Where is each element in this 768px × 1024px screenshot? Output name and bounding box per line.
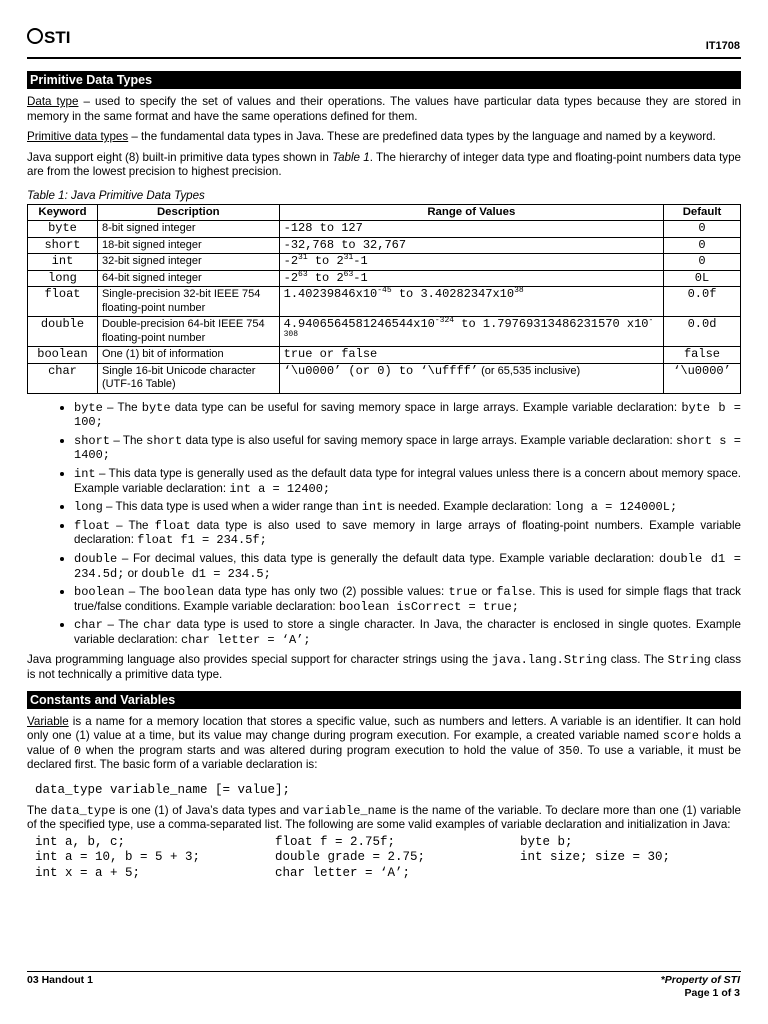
declaration-syntax: data_type variable_name [= value]; [35,783,291,798]
list-item [74,400,741,430]
text: holds a value of [27,729,742,757]
range-part: 1.40239846x10 [283,287,378,302]
text: is one (1) of Java’s data types and [115,803,303,817]
range-part: to 3.40282347x10 [391,287,515,302]
logo-text: STI [44,28,71,47]
table-row [28,270,741,287]
course-code: IT1708 [705,40,740,52]
handout-label: 03 Handout 1 [27,974,93,986]
value: 350 [558,743,580,758]
code-example: short s = 1400; [74,433,741,463]
class-name: String [667,653,711,668]
text: . To use a variable, it must be declared first. The basic form of a variable declaration is: [27,743,742,772]
description-cell: Single-precision 32-bit IEEE 754 floating-point number [97,287,279,317]
code-example: long a = 124000L; [554,500,678,515]
range-part: to 2 [307,270,344,285]
text: is a name for a memory location that stores a specific value, such as numbers and letters. A variable is an identifier. It can hold only one (1) value at a time, but its value may change during program execution. For example, a created variable named [27,714,741,743]
range-part: -1 [353,254,368,269]
description-cell: 64-bit signed integer [97,270,279,287]
exponent: 31 [343,253,354,263]
list-item [74,466,741,496]
default-cell: false [664,347,741,364]
text: – The [102,400,142,414]
definition-text: – the fundamental data types in Java. These are predefined data types by the language and named by a keyword. [128,130,716,144]
primitive-paragraph [27,130,741,145]
text: data type has only two (2) possible values: [213,585,449,599]
text: – For decimal values, this data type is generally the default data type. Example variable declaration: [117,551,659,565]
text: – This data type is generally used as the default data type for integral values unless there is a concern about memory space. Example variable declaration: [74,466,741,495]
text: – This data type is used when a wider range than [102,500,362,514]
term-data-type: Data type [27,95,79,108]
list-item [74,433,741,463]
identifier: data_type [50,803,116,818]
range-part: to 1.79769313486231570 x10 [454,317,649,332]
code-example: int a = 10, b = 5 + 3; [35,850,201,865]
list-item [74,499,741,515]
list-item [74,551,741,581]
primitive-types-table [27,204,741,394]
property-note: *Property of STI [660,974,740,986]
text: or [124,566,142,580]
text: is the name of the variable. To declare more than one (1) variable of the specified type, use a comma-separated list. The following are some valid examples of variable declaration and initialization in Java: [27,803,741,832]
exponent: 31 [298,253,308,263]
list-item [74,617,741,647]
text: – The [124,585,164,599]
list-item [74,584,741,614]
table-row [28,363,741,393]
description-cell: 8-bit signed integer [97,221,279,238]
range-cell [279,270,663,287]
keyword: float [154,518,191,533]
text: – The [110,433,147,447]
code-example: int size; size = 30; [520,850,671,865]
identifier: score [662,729,699,744]
default-cell: 0.0f [664,287,741,317]
keyword: byte [141,400,171,415]
text: The [27,803,51,817]
text: data type is used to store a single character. In Java, the character is enclosed in single quotes. Example variable declaration: [74,618,741,646]
default-cell: 0 [664,237,741,254]
range-part: -1 [353,270,368,285]
table-reference: Table 1 [332,150,370,164]
text: – The [102,618,144,632]
text: class is not technically a primitive data type. [27,653,741,682]
exponent: 38 [514,286,524,296]
default-cell: ‘\u0000’ [664,363,741,393]
default-cell: 0 [664,254,741,271]
keyword-cell: double [28,317,98,347]
term-primitive: Primitive data types [27,130,129,144]
keyword: double [74,551,118,566]
code-example: boolean isCorrect = true; [338,599,519,614]
keyword: false [496,585,533,600]
text: is needed. Example declaration: [383,500,555,514]
page-number: Page 1 of 3 [684,987,740,999]
range-part: -2 [283,270,299,285]
keyword: char [143,618,172,633]
data-type-paragraph [27,95,741,124]
column-header: Keyword [28,204,98,221]
keyword: long [74,500,103,515]
range-cell: true or false [279,347,663,364]
text: class. The [607,653,668,667]
keyword-cell: float [28,287,98,317]
code-example: double d1 = 234.5d; [74,551,741,581]
keyword: short [146,433,183,448]
keyword-cell: boolean [28,347,98,364]
header-divider [27,57,741,59]
class-name: java.lang.String [491,653,608,668]
code-example: int a, b, c; [35,834,126,849]
keyword: float [74,518,111,533]
default-cell: 0L [664,270,741,287]
code-example [520,866,749,882]
text: Java programming language also provides special support for character strings using the [27,653,492,667]
declaration-paragraph [27,804,741,833]
column-header: Default [664,204,741,221]
identifier: variable_name [302,803,397,818]
list-item [74,518,741,548]
string-paragraph [27,653,741,682]
description-cell: 18-bit signed integer [97,237,279,254]
keyword: byte [74,400,103,415]
type-bullet-list [27,400,741,648]
code-example: double grade = 2.75; [275,850,426,865]
range-cell [279,254,663,271]
code-example: float f1 = 234.5f; [137,533,267,548]
code-example: char letter = ‘A’; [180,632,311,647]
keyword: char [74,618,103,633]
keyword-cell: char [28,363,98,393]
range-cell [279,287,663,317]
exponent: 63 [298,269,308,279]
range-cell [279,317,663,347]
exponent: -308 [283,316,654,339]
section-heading-primitive: Primitive Data Types [27,71,741,89]
text: – The [110,518,155,532]
table-header-row [28,204,741,221]
code-example: int a = 12400; [229,481,331,496]
text: or [477,585,497,599]
keyword-cell: short [28,237,98,254]
definition-text: – used to specify the set of values and their operations. The values have particular data types because they are stored in memory in the same format and have the same operations defined for them. [27,95,741,123]
code-example: int x = a + 5; [35,865,141,880]
footer-divider [27,971,741,972]
range-cell: -128 to 127 [279,221,663,238]
java-support-paragraph [27,151,741,180]
code-example: byte b; [520,834,573,849]
range-part: -2 [283,254,299,269]
keyword: boolean [74,585,125,600]
keyword-cell: byte [28,221,98,238]
text: data type is also useful for saving memory space in large arrays. Example variable declaration: [182,433,676,447]
text: . This is used for simple flags that track true/false conditions. Example variable declaration: [74,585,741,613]
table-row [28,254,741,271]
keyword-cell: int [28,254,98,271]
text: data type can be useful for saving memory space in large arrays. Example variable declaration: [170,400,682,414]
description-cell: One (1) bit of information [97,347,279,364]
variable-paragraph [27,715,741,773]
description-cell: Single 16-bit Unicode character (UTF-16 Table) [97,363,279,393]
section-heading-constants: Constants and Variables [27,691,741,709]
text: when the program starts and was altered during program execution to hold the value of [81,743,559,757]
text: . The hierarchy of integer data type and floating-point numbers data type are from the lowest precision to highest precision. [27,150,741,179]
code-example: float f = 2.75f; [275,834,396,849]
table-row [28,287,741,317]
keyword-cell: long [28,270,98,287]
keyword: int [74,466,96,481]
default-cell: 0.0d [664,317,741,347]
range-note: (or 65,535 inclusive) [478,364,581,377]
table-row [28,317,741,347]
table-caption: Table 1: Java Primitive Data Types [27,188,205,202]
keyword: true [448,585,478,600]
exponent: -45 [377,286,392,296]
exponent: 63 [343,269,354,279]
range-part: 4.9406564581246544x10 [283,317,435,332]
description-cell: 32-bit signed integer [97,254,279,271]
term-variable: Variable [27,714,69,728]
keyword: int [361,500,384,515]
logo-globe-icon [27,28,43,44]
code-example: double d1 = 234.5; [141,566,271,581]
range-cell: -32,768 to 32,767 [279,237,663,254]
declaration-examples [35,835,741,882]
footer-right [661,974,740,1000]
sti-logo [27,28,70,48]
table-row [28,347,741,364]
value: 0 [73,743,82,758]
range-part: ‘\u0000’ (or 0) to ‘\uffff’ [283,363,479,378]
keyword: boolean [163,585,214,600]
text: data type is also used to save memory in large arrays of floating-point numbers. Example variable declaration: [74,518,741,547]
code-example: byte b = 100; [74,400,741,430]
range-part: to 2 [307,254,344,269]
text: Java support eight (8) built-in primitive data types shown in [27,150,333,164]
keyword: short [74,433,111,448]
table-row [28,221,741,238]
column-header: Range of Values [279,204,663,221]
range-cell [279,363,663,393]
code-example: char letter = ‘A’; [275,865,411,880]
table-row [28,237,741,254]
main-content [27,71,741,881]
exponent: -324 [434,316,455,326]
description-cell: Double-precision 64-bit IEEE 754 floating-point number [97,317,279,347]
default-cell: 0 [664,221,741,238]
column-header: Description [97,204,279,221]
